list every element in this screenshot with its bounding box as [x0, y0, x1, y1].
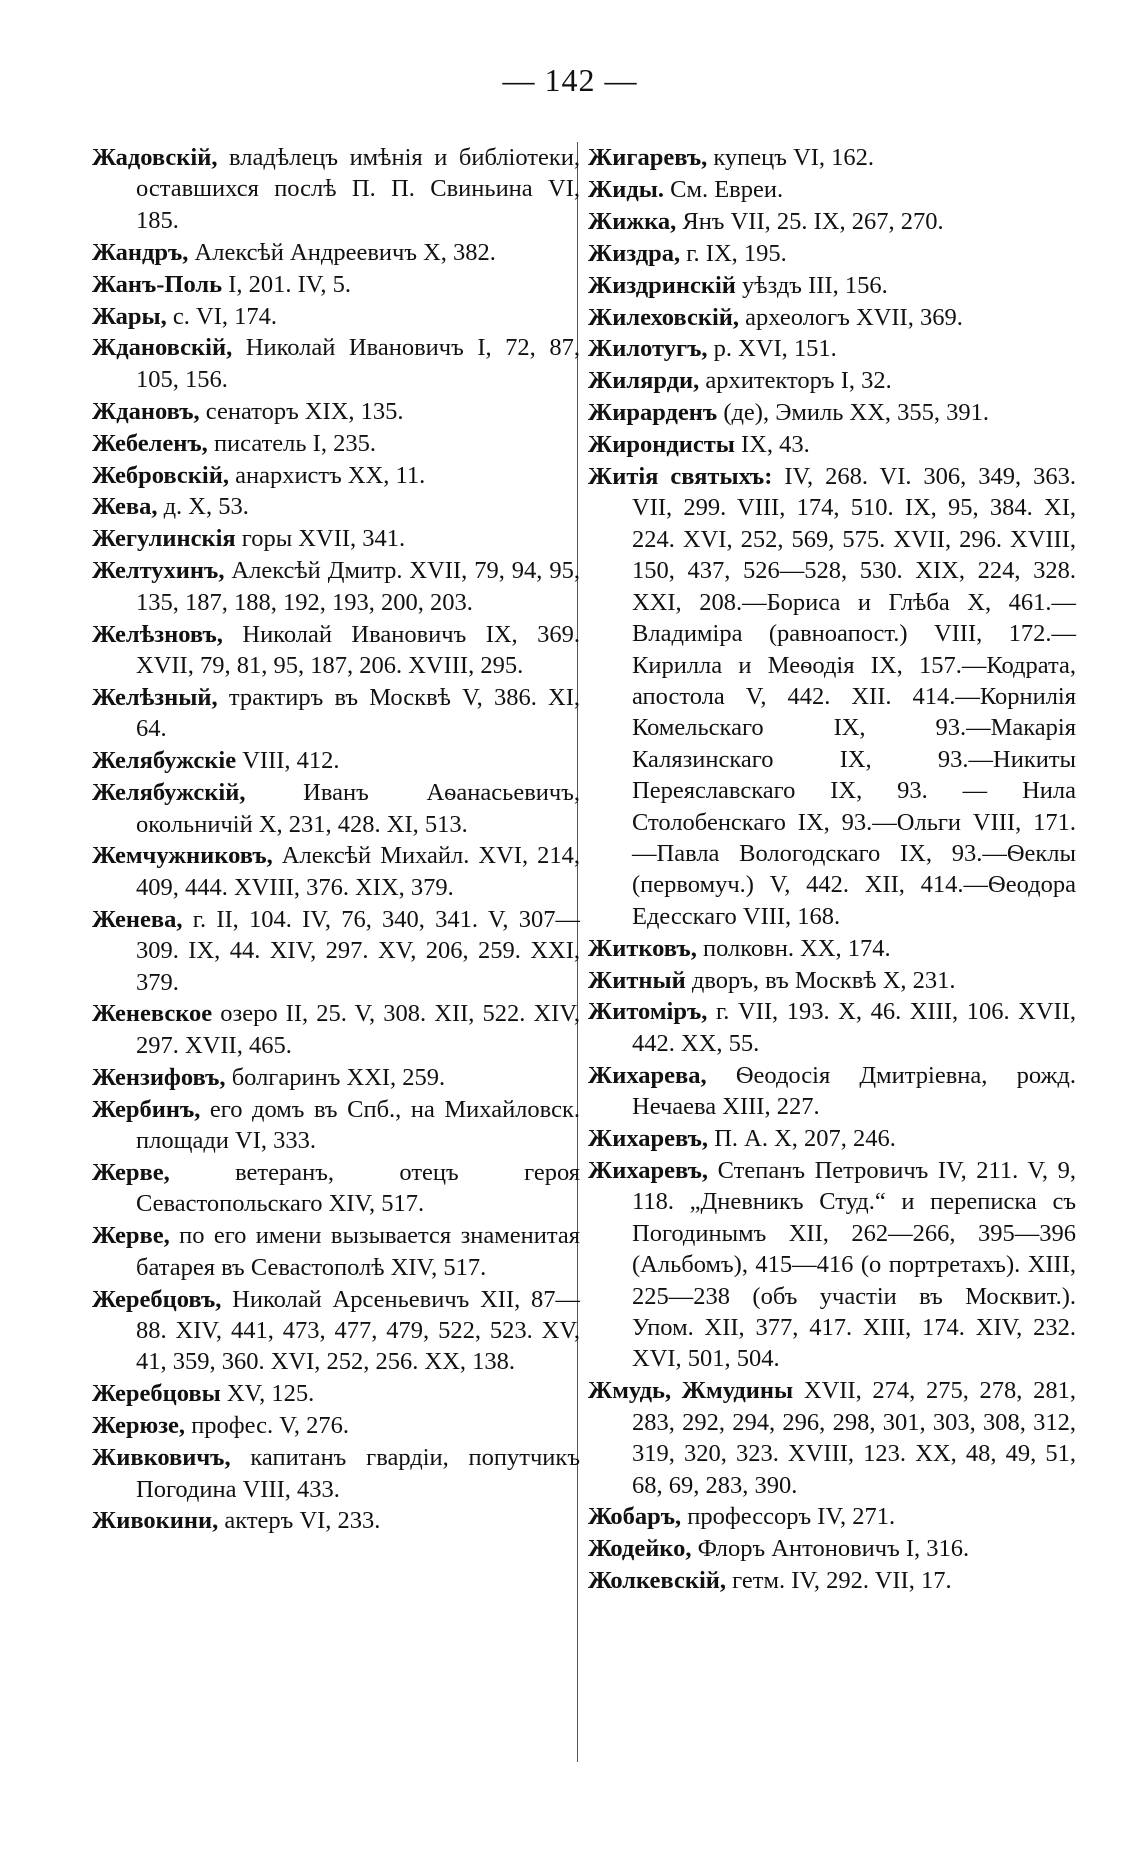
entry-term: Жигаревъ,: [588, 144, 708, 171]
entry-references: Флоръ Антоновичъ I, 316.: [691, 1535, 970, 1563]
index-entry: [588, 933, 1076, 964]
entry-term: Жиды.: [588, 175, 664, 203]
entry-term: Ждановскій,: [92, 334, 233, 362]
entry-term: Жандръ,: [92, 238, 189, 266]
right-column: [588, 142, 1076, 1597]
index-entry: [92, 332, 580, 395]
entry-term: Живокини,: [92, 1507, 219, 1535]
entry-references: Николай Ивановичъ I, 72, 87, 105, 156.: [136, 334, 580, 393]
entry-references: д. X, 53.: [157, 493, 249, 521]
index-entry: [92, 777, 580, 840]
index-entry: [588, 302, 1076, 333]
index-entry: [92, 142, 580, 236]
entry-references: актеръ VI, 233.: [218, 1507, 381, 1535]
index-entry: [92, 1284, 580, 1378]
index-entry: [588, 270, 1076, 301]
index-entry: [92, 682, 580, 745]
index-entry: [588, 1565, 1076, 1596]
index-entry: [588, 965, 1076, 996]
index-entry: [92, 1220, 580, 1283]
index-entry: [92, 998, 580, 1061]
index-entry: [92, 1157, 580, 1220]
index-entry: [588, 174, 1076, 205]
entry-references: с. VI, 174.: [166, 302, 277, 330]
entry-term: Житоміръ,: [588, 998, 708, 1026]
index-entry: [588, 206, 1076, 237]
entry-term: Жобаръ,: [588, 1503, 682, 1531]
entry-references: архитекторъ I, 32.: [699, 367, 892, 395]
entry-term: Жилотугъ,: [588, 335, 708, 363]
index-entry: [92, 745, 580, 776]
index-entry: [92, 523, 580, 554]
entry-references: владѣлецъ имѣнія и библіотеки, оставшихся послѣ П. П. Свиньина VI, 185.: [136, 144, 580, 234]
index-entry: [92, 1094, 580, 1157]
entry-term: Жербинъ,: [92, 1095, 201, 1123]
entry-term: Желѣзновъ,: [92, 620, 223, 648]
entry-term: Женевское: [92, 1000, 213, 1028]
index-entry: [92, 555, 580, 618]
left-column: [92, 142, 580, 1537]
entry-references: IX, 43.: [734, 431, 810, 459]
index-entry: [588, 397, 1076, 428]
entry-references: писатель I, 235.: [207, 429, 376, 457]
entry-references: XV, 125.: [220, 1380, 315, 1408]
entry-references: См. Евреи.: [664, 175, 784, 203]
page-number: — 142 —: [502, 62, 638, 98]
index-entry: [92, 840, 580, 903]
entry-references: (де), Эмиль XX, 355, 391.: [717, 399, 990, 427]
entry-term: Жеребцовъ,: [92, 1285, 222, 1313]
entry-term: Жирарденъ: [588, 399, 718, 427]
entry-references: капитанъ гвардіи, попутчикъ Погодина VIII, 433.: [136, 1444, 580, 1503]
entry-term: Жерве,: [92, 1222, 170, 1250]
index-entry: [588, 1123, 1076, 1154]
entry-references: р. XVI, 151.: [707, 335, 837, 363]
index-entry: [92, 396, 580, 427]
entry-term: Жихаревъ,: [588, 1125, 709, 1153]
entry-term: Жижка,: [588, 207, 677, 235]
entry-term: Жолкевскій,: [588, 1567, 727, 1595]
entry-references: уѣздъ III, 156.: [735, 271, 888, 299]
entry-term: Жензифовъ,: [92, 1063, 226, 1091]
entry-term: Житковъ,: [588, 934, 697, 962]
index-entry: [588, 142, 1076, 173]
index-entry: [92, 1410, 580, 1441]
entry-term: Жиздра,: [588, 239, 681, 267]
index-entry: [588, 1375, 1076, 1501]
entry-references: по его имени вызывается знаменитая батарея въ Севастополѣ XIV, 517.: [136, 1222, 580, 1281]
index-entry: [588, 996, 1076, 1059]
index-entry: [92, 1062, 580, 1093]
index-entry: [588, 461, 1076, 932]
index-entry: [92, 237, 580, 268]
entry-references: археологъ XVII, 369.: [739, 303, 963, 331]
entry-references: озеро II, 25. V, 308. XII, 522. XIV, 297. XVII, 465.: [136, 1000, 580, 1059]
entry-references: Ѳеодосія Дмитріевна, рожд. Нечаева XIII, 227.: [632, 1061, 1076, 1121]
entry-references: купецъ VI, 162.: [707, 144, 875, 171]
entry-references: его домъ въ Спб., на Михайловск. площади VI, 333.: [136, 1095, 580, 1155]
entry-term: Жихаревъ,: [588, 1157, 709, 1184]
entry-references: I, 201. IV, 5.: [222, 270, 351, 298]
entry-references: Иванъ Аѳанасьевичъ, окольничій X, 231, 428. XI, 513.: [136, 779, 580, 838]
entry-term: Желтухинъ,: [92, 557, 225, 585]
entry-references: г. II, 104. IV, 76, 340, 341. V, 307—309. IX, 44. XIV, 297. XV, 206, 259. XXI, 379.: [136, 905, 580, 996]
entry-references: г. IX, 195.: [680, 239, 787, 267]
entry-term: Житія святыхъ:: [588, 463, 773, 491]
entry-references: ветеранъ, отецъ героя Севастопольскаго XIV, 517.: [136, 1159, 580, 1218]
index-entry: [92, 904, 580, 998]
entry-term: Жанъ-Поль: [92, 270, 223, 298]
entry-term: Жары,: [92, 302, 167, 330]
entry-references: Алексѣй Андреевичъ X, 382.: [188, 238, 496, 266]
entry-references: г. VII, 193. X, 46. XIII, 106. XVII, 442. XX, 55.: [632, 998, 1076, 1057]
entry-references: Степанъ Петровичъ IV, 211. V, 9, 118. „Дневникъ Студ.“ и переписка съ Погодинымъ XII, 262—266, 395—396 (Альбомъ), 415—416 (о портретахъ). XIII, 225—238 (объ участіи въ Москвит.). Упом. XII, 377, 417. XIII, 174. XIV, 232. XVI, 501, 504.: [632, 1157, 1076, 1373]
entry-term: Жмудь, Жмудины: [588, 1377, 794, 1405]
index-entry: [588, 238, 1076, 269]
index-entry: [92, 1505, 580, 1536]
entry-references: VIII, 412.: [236, 747, 340, 775]
entry-references: трактиръ въ Москвѣ V, 386. XI, 64.: [136, 683, 580, 743]
entry-term: Жилеховскій,: [588, 303, 739, 331]
index-entry: [588, 1501, 1076, 1532]
index-entry: [92, 491, 580, 522]
entry-references: П. А. X, 207, 246.: [708, 1125, 896, 1153]
entry-references: горы XVII, 341.: [235, 525, 406, 553]
entry-term: Желѣзный,: [92, 683, 218, 711]
index-entry: [588, 333, 1076, 364]
index-entry: [92, 1378, 580, 1409]
entry-term: Жерве,: [92, 1159, 170, 1186]
entry-references: профессоръ IV, 271.: [681, 1503, 896, 1531]
index-entry: [588, 365, 1076, 396]
index-entry: [92, 428, 580, 459]
entry-term: Жемчужниковъ,: [92, 842, 273, 870]
entry-term: Жебровскій,: [92, 461, 229, 489]
entry-term: Жеребцовы: [92, 1380, 221, 1408]
entry-references: сенаторъ XIX, 135.: [199, 397, 404, 425]
index-entry: [92, 301, 580, 332]
index-entry: [588, 1155, 1076, 1375]
entry-term: Жихарева,: [588, 1061, 707, 1089]
entry-references: Николай Арсеньевичъ XII, 87—88. XIV, 441, 473, 477, 479, 522, 523. XV, 41, 359, 360. XVI, 252, 256. XX, 138.: [136, 1285, 580, 1376]
entry-term: Жадовскій,: [92, 144, 218, 171]
entry-term: Жилярди,: [588, 367, 700, 395]
entry-references: IV, 268. VI. 306, 349, 363. VII, 299. VIII, 174, 510. IX, 95, 384. XI, 224. XVI, 252, 569, 575. XVII, 296. XVIII, 150, 437, 526—528, 530. XIX, 224, 328. XXI, 208.—Бориса и Глѣба X, 461.—Владиміра (равноапост.) VIII, 172.—Кирилла и Меѳодія IX, 157.—Кодрата, апостола V, 442. XII. 414.—Корнилія Комельскаго IX, 93.—Макарія Калязинскаго IX, 93.—Никиты Переяславскаго IX, 93. — Нила Столобенскаго IX, 93.—Ольги VIII, 171.—Павла Вологодскаго IX, 93.—Ѳеклы (первомуч.) V, 442. XII, 414.—Ѳеодора Едесскаго VIII, 168.: [632, 463, 1076, 930]
index-entry: [92, 460, 580, 491]
entry-references: XVII, 274, 275, 278, 281, 283, 292, 294, 296, 298, 301, 303, 308, 312, 319, 320, 323. XVIII, 123. XX, 48, 49, 51, 68, 69, 283, 390.: [632, 1377, 1076, 1499]
entry-term: Живковичъ,: [92, 1444, 231, 1472]
entry-references: анархистъ XX, 11.: [228, 461, 426, 489]
entry-references: болгаринъ XXI, 259.: [225, 1063, 446, 1091]
entry-term: Жерюзе,: [92, 1412, 186, 1440]
entry-term: Женева,: [92, 905, 183, 933]
entry-term: Жева,: [92, 493, 158, 521]
index-entry: [92, 1442, 580, 1505]
entry-term: Жиздринскій: [588, 271, 736, 299]
entry-references: Алексѣй Дмитр. XVII, 79, 94, 95, 135, 187, 188, 192, 193, 200, 203.: [136, 557, 580, 616]
entry-term: Жегулинскія: [92, 525, 236, 553]
entry-references: Николай Ивановичъ IX, 369. XVII, 79, 81, 95, 187, 206. XVIII, 295.: [136, 620, 580, 679]
index-entry: [588, 1533, 1076, 1564]
index-entry: [92, 619, 580, 682]
entry-term: Желябужскіе: [92, 747, 237, 775]
index-entry: [588, 429, 1076, 460]
entry-references: гетм. IV, 292. VII, 17.: [726, 1567, 952, 1595]
entry-references: Янъ VII, 25. IX, 267, 270.: [676, 207, 944, 235]
index-entry: [92, 269, 580, 300]
entry-term: Жебеленъ,: [92, 429, 208, 457]
index-entry: [588, 1060, 1076, 1123]
entry-term: Ждановъ,: [92, 397, 200, 425]
entry-references: Алексѣй Михайл. XVI, 214, 409, 444. XVIII, 376. XIX, 379.: [136, 842, 580, 901]
entry-term: Жирондисты: [588, 431, 735, 459]
entry-references: полковн. XX, 174.: [696, 934, 891, 962]
entry-term: Житный: [588, 966, 686, 994]
entry-references: профес. V, 276.: [185, 1412, 349, 1440]
entry-term: Желябужскій,: [92, 779, 246, 807]
entry-term: Жодейко,: [588, 1535, 692, 1563]
entry-references: дворъ, въ Москвѣ X, 231.: [685, 966, 956, 994]
